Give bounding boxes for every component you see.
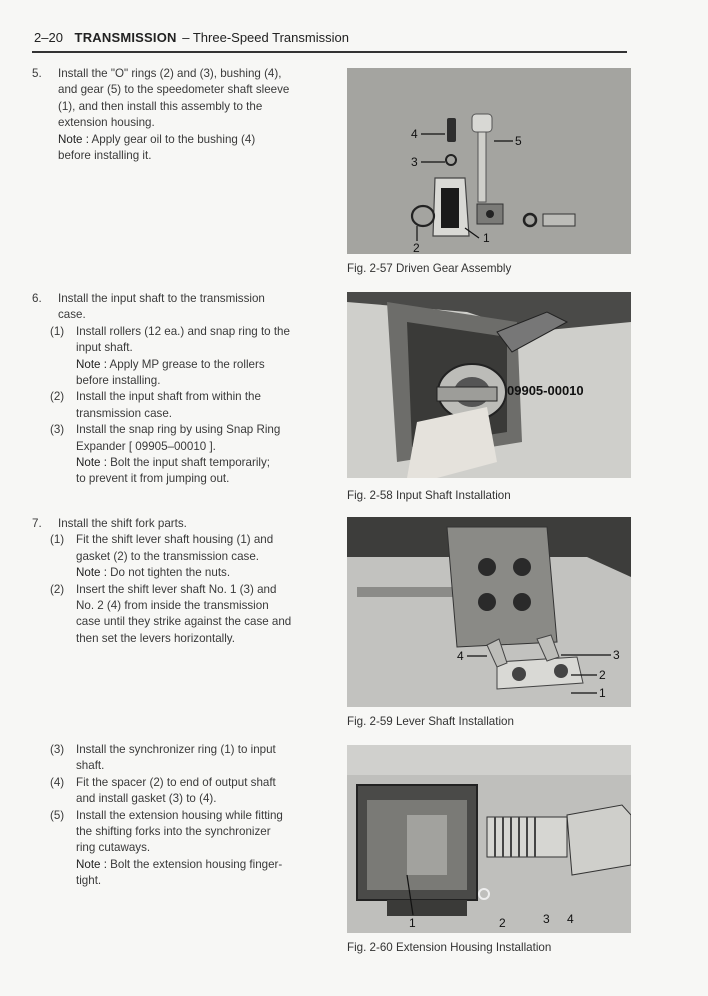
page-header — [34, 30, 349, 45]
step-text-line: Install the "O" rings (2) and (3), bushing (4), — [58, 67, 282, 80]
figure-label: 3 — [613, 648, 620, 662]
section-subtitle: – Three-Speed Transmission — [182, 30, 349, 45]
substep-text: Install the input shaft from within the — [76, 390, 261, 404]
substep-text: case until they strike against the case and — [76, 615, 292, 629]
step-text-line: (1), and then install this assembly to the — [58, 99, 263, 113]
figure-label: 2 — [499, 916, 506, 930]
step-text-line: Install the input shaft to the transmission — [58, 292, 265, 305]
figure-2-57-photo — [347, 68, 631, 254]
substep-text: ring cutaways. — [76, 841, 151, 855]
substep-text: Install the synchronizer ring (1) to input — [76, 743, 276, 756]
substep-number: (2) — [50, 390, 65, 404]
substep-number: (3) — [50, 743, 65, 756]
figure-2-59-photo — [347, 517, 631, 707]
figure-2-58-photo — [347, 292, 631, 478]
substep-number: (5) — [50, 808, 65, 822]
figure-2-60-photo — [347, 745, 631, 933]
step-number: 6. — [32, 292, 42, 305]
step-6 — [32, 291, 322, 488]
step-text-line: and gear (5) to the speedometer shaft sleeve — [58, 83, 290, 97]
figure-label: 4 — [567, 912, 574, 926]
note-label: Note : — [76, 456, 107, 470]
note-text: to prevent it from jumping out. — [76, 472, 230, 486]
figure-label: 3 — [543, 912, 550, 926]
substep-text: Fit the shift lever shaft housing (1) and — [76, 533, 274, 547]
note-label: Note : — [76, 857, 107, 871]
note-line — [76, 455, 322, 471]
note-line — [76, 565, 322, 581]
figure-label: 5 — [515, 134, 522, 148]
figure-label: 1 — [409, 916, 416, 930]
substep-text: Insert the shift lever shaft No. 1 (3) and — [76, 582, 277, 596]
header-rule — [32, 51, 627, 53]
substep-text: gasket (2) to the transmission case. — [76, 549, 260, 563]
step-number: 5. — [32, 67, 42, 80]
step-text-line: extension housing. — [58, 116, 155, 130]
note-text: Do not tighten the nuts. — [110, 566, 231, 580]
step-text-line: case. — [58, 308, 86, 322]
substep-number: (4) — [50, 775, 65, 789]
figure-label: 2 — [599, 668, 606, 682]
substep-text: input shaft. — [76, 341, 133, 355]
step-text-line: Install the shift fork parts. — [58, 517, 187, 530]
figure-label: 4 — [411, 127, 418, 141]
note-label: Note : — [76, 357, 107, 371]
substep-text: No. 2 (4) from inside the transmission — [76, 599, 269, 613]
figure-2-57-caption: Fig. 2-57 Driven Gear Assembly — [347, 262, 512, 275]
note-text: tight. — [76, 874, 102, 888]
figure-2-58-caption: Fig. 2-58 Input Shaft Installation — [347, 489, 511, 502]
figure-label: 2 — [413, 241, 420, 254]
note-text: Apply MP grease to the rollers — [109, 357, 265, 371]
substep-text: Fit the spacer (2) to end of output shaft — [76, 775, 276, 789]
figure-label: 3 — [411, 155, 418, 169]
figure-label: 1 — [483, 231, 490, 245]
step-5 — [32, 66, 322, 164]
step-7-continued — [32, 742, 322, 890]
tool-number-label: 09905-00010 — [507, 383, 584, 398]
note-text: Apply gear oil to the bushing (4) — [91, 132, 256, 146]
substep-text: shaft. — [76, 759, 105, 773]
substep-number: (2) — [50, 582, 65, 596]
substep-text: Install rollers (12 ea.) and snap ring to the — [76, 324, 290, 338]
substep-text: Expander [ 09905–00010 ]. — [76, 439, 216, 453]
substep-text: the shifting forks into the synchronizer — [76, 825, 271, 839]
substep-number: (3) — [50, 423, 65, 437]
substep-text: transmission case. — [76, 406, 173, 420]
step-number: 7. — [32, 517, 42, 530]
substep-text: and install gasket (3) to (4). — [76, 792, 217, 806]
note-label: Note : — [76, 566, 107, 580]
step-7 — [32, 516, 322, 647]
substep-text: Install the extension housing while fitting — [76, 808, 283, 822]
note-text: Bolt the extension housing finger- — [110, 857, 283, 871]
substep-text: then set the levers horizontally. — [76, 631, 235, 645]
page-number: 2–20 — [34, 30, 63, 45]
note-text: before installing it. — [58, 149, 152, 163]
figure-label: 4 — [457, 649, 464, 663]
substep-number: (1) — [50, 533, 65, 547]
figure-2-60-caption: Fig. 2-60 Extension Housing Installation — [347, 941, 552, 954]
note-line — [76, 857, 322, 873]
note-text: before installing. — [76, 374, 161, 388]
section-title: TRANSMISSION — [74, 30, 177, 45]
note-text: Bolt the input shaft temporarily; — [110, 456, 270, 470]
note-line — [58, 132, 322, 148]
figure-label: 1 — [599, 686, 606, 700]
substep-text: Install the snap ring by using Snap Ring — [76, 423, 281, 437]
figure-2-59-caption: Fig. 2-59 Lever Shaft Installation — [347, 715, 514, 728]
note-line — [76, 357, 322, 373]
substep-number: (1) — [50, 324, 65, 338]
note-label: Note : — [58, 132, 89, 146]
